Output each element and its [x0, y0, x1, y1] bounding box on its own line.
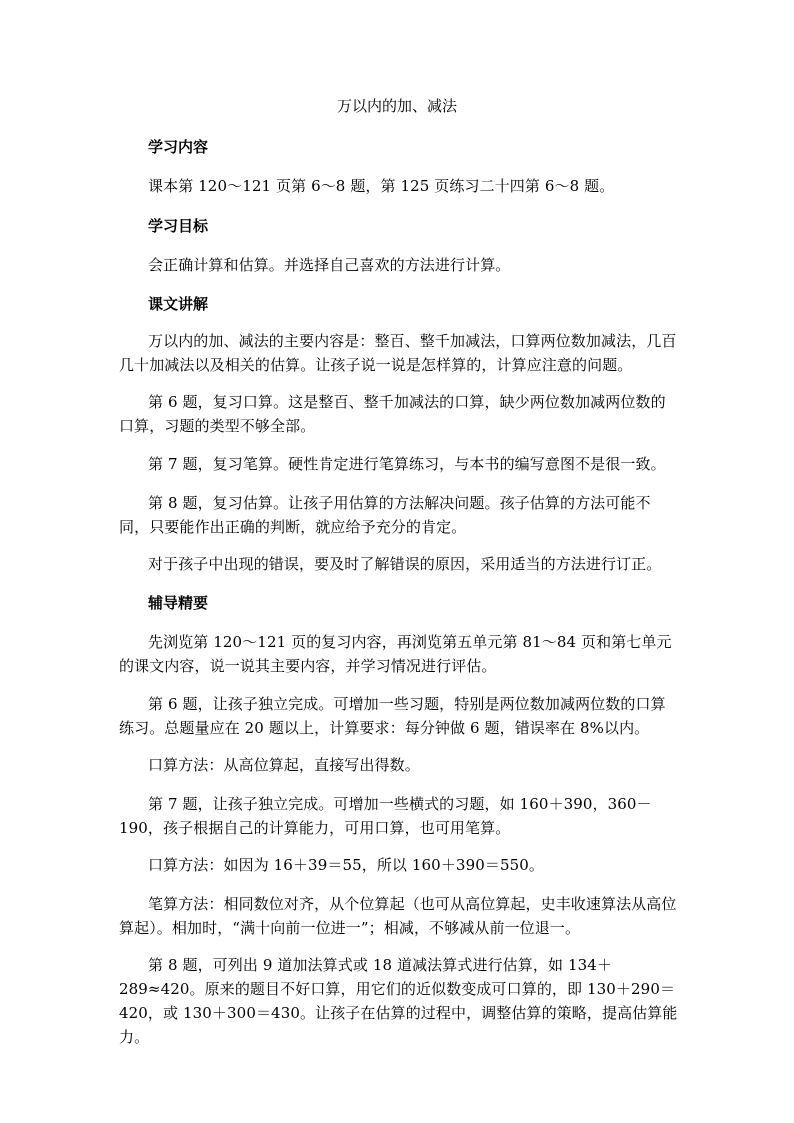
paragraph: 第 6 题，让孩子独立完成。可增加一些习题，特别是两位数加减两位数的口算练习。总题量应在 20 题以上，计算要求：每分钟做 6 题，错误率在 8%以内。 — [119, 695, 666, 737]
paragraph: 对于孩子中出现的错误，要及时了解错误的原因，采用适当的方法进行订正。 — [148, 555, 662, 573]
paragraph: 口算方法：如因为 16＋39＝55，所以 160＋390＝550。 — [148, 856, 544, 874]
paragraph: 课本第 120～121 页第 6～8 题，第 125 页练习二十四第 6～8 题。 — [148, 177, 615, 195]
section-heading-explanation: 课文讲解 — [148, 295, 209, 313]
paragraph: 会正确计算和估算。并选择自己喜欢的方法进行计算。 — [148, 256, 511, 274]
paragraph: 万以内的加、减法的主要内容是：整百、整千加减法，口算两位数加减法，几百几十加减法以及相关的估算。让孩子说一说是怎样算的，计算应注意的问题。 — [119, 332, 677, 374]
section-heading-guidance: 辅导精要 — [148, 594, 209, 612]
paragraph: 笔算方法：相同数位对齐，从个位算起（也可从高位算起，史丰收速算法从高位算起）。相加时，“满十向前一位进一”；相减，不够减从前一位退一。 — [119, 895, 677, 937]
document-title: 万以内的加、减法 — [336, 97, 457, 115]
paragraph: 第 7 题，让孩子独立完成。可增加一些横式的习题，如 160＋390，360－190，孩子根据自己的计算能力，可用口算，也可用笔算。 — [119, 795, 652, 837]
paragraph: 第 6 题，复习口算。这是整百、整千加减法的口算，缺少两位数加减两位数的口算，习题的类型不够全部。 — [119, 393, 666, 435]
paragraph: 第 7 题，复习笔算。硬性肯定进行笔算练习，与本书的编写意图不是很一致。 — [148, 455, 666, 473]
paragraph: 第 8 题，复习估算。让孩子用估算的方法解决问题。孩子估算的方法可能不同，只要能作出正确的判断，就应给予充分的肯定。 — [119, 494, 651, 536]
paragraph: 第 8 题，可列出 9 道加法算式或 18 道减法算式进行估算，如 134＋289≈420。原来的题目不好口算，用它们的近似数变成可口算的，即 130＋290＝420，或 130＋300＝430。让孩子在估算的过程中，调整估算的策略，提高估算能力。 — [119, 956, 678, 1046]
section-heading-content: 学习内容 — [148, 138, 209, 156]
paragraph: 口算方法：从高位算起，直接写出得数。 — [148, 756, 420, 774]
paragraph: 先浏览第 120～121 页的复习内容，再浏览第五单元第 81～84 页和第七单元的课文内容，说一说其主要内容，并学习情况进行评估。 — [119, 633, 672, 675]
section-heading-goals: 学习目标 — [148, 217, 209, 235]
